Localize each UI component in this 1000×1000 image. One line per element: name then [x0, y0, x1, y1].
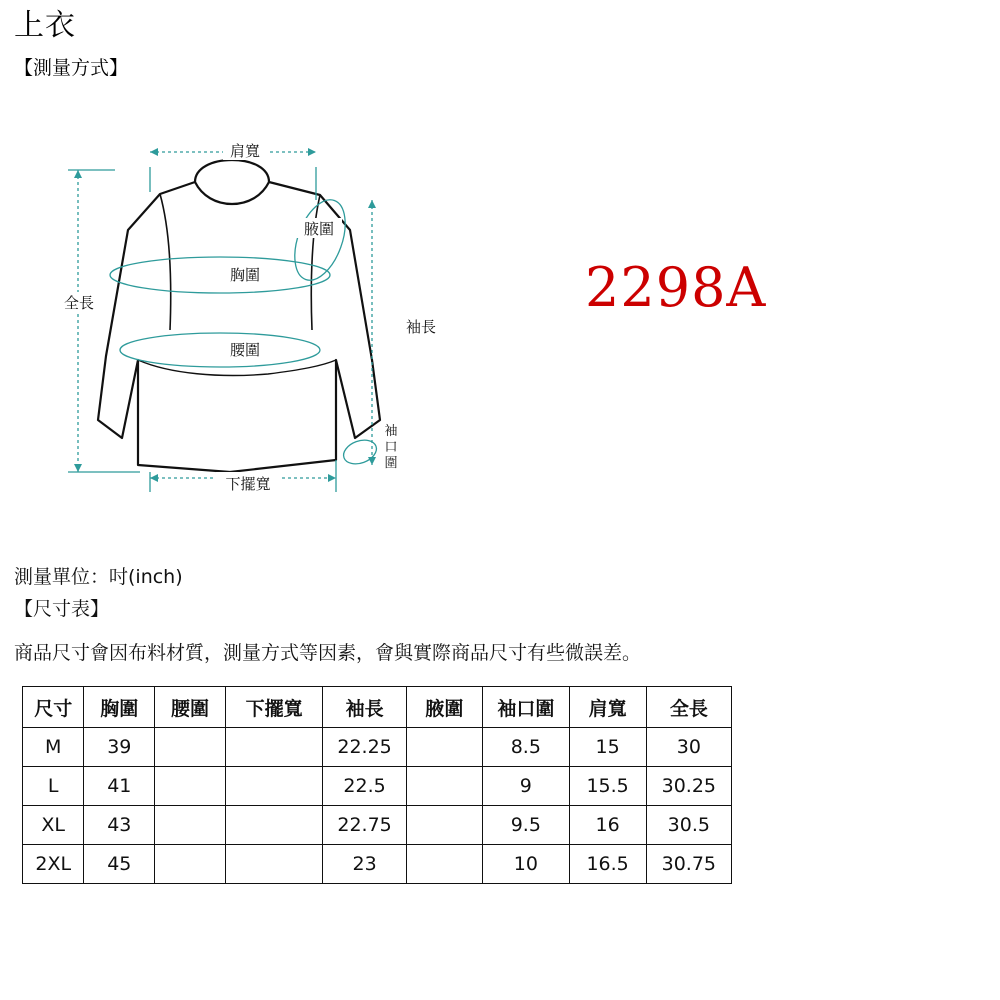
table-cell: 45: [84, 845, 155, 884]
table-header-row: [23, 687, 732, 728]
table-cell: [225, 728, 323, 767]
table-cell: 41: [84, 767, 155, 806]
table-cell: [225, 767, 323, 806]
label-cuff-char-1: 袖: [384, 424, 398, 439]
label-cuff-char-3: 圍: [384, 456, 398, 471]
measurement-note: 商品尺寸會因布料材質，測量方式等因素，會與實際商品尺寸有些微誤差。: [14, 642, 642, 664]
column-header: 袖口圍: [483, 687, 569, 728]
table-cell: [155, 806, 226, 845]
table-cell: [155, 845, 226, 884]
table-cell: XL: [23, 806, 84, 845]
table-cell: 15.5: [569, 767, 646, 806]
label-armhole: 腋圍: [303, 220, 335, 238]
table-cell: 30: [646, 728, 731, 767]
table-cell: M: [23, 728, 84, 767]
column-header: 腋圍: [406, 687, 482, 728]
table-cell: [155, 728, 226, 767]
measurement-method-heading: 【測量方式】: [14, 57, 129, 79]
garment-measurement-diagram: [20, 120, 490, 520]
table-cell: [225, 845, 323, 884]
table-cell: 22.5: [323, 767, 406, 806]
table-cell: 22.25: [323, 728, 406, 767]
table-cell: 9.5: [483, 806, 569, 845]
label-hem-width: 下擺寬: [225, 475, 271, 493]
table-cell: 30.5: [646, 806, 731, 845]
product-code: 2298A: [585, 256, 767, 319]
table-cell: [406, 806, 482, 845]
table-cell: 22.75: [323, 806, 406, 845]
column-header: 腰圍: [155, 687, 226, 728]
label-cuff-char-2: 口: [384, 440, 398, 455]
table-cell: 39: [84, 728, 155, 767]
table-cell: [225, 806, 323, 845]
table-row: [23, 767, 732, 806]
column-header: 袖長: [323, 687, 406, 728]
table-cell: 16.5: [569, 845, 646, 884]
label-waist: 腰圍: [229, 341, 261, 359]
table-cell: 30.75: [646, 845, 731, 884]
table-cell: 9: [483, 767, 569, 806]
size-chart-heading: 【尺寸表】: [14, 598, 110, 620]
column-header: 全長: [646, 687, 731, 728]
label-full-length: 全長: [63, 294, 95, 312]
table-cell: 15: [569, 728, 646, 767]
table-cell: 8.5: [483, 728, 569, 767]
table-cell: [155, 767, 226, 806]
table-row: [23, 845, 732, 884]
garment-outline: [98, 160, 380, 472]
measurement-unit: 測量單位：吋(inch): [14, 566, 183, 588]
table-cell: [406, 767, 482, 806]
column-header: 下擺寬: [225, 687, 323, 728]
table-cell: 16: [569, 806, 646, 845]
label-bust: 胸圍: [229, 266, 261, 284]
column-header: 胸圍: [84, 687, 155, 728]
table-cell: [406, 845, 482, 884]
table-cell: 10: [483, 845, 569, 884]
label-sleeve-length: 袖長: [405, 318, 437, 336]
label-shoulder: 肩寬: [229, 142, 261, 160]
table-cell: 30.25: [646, 767, 731, 806]
table-cell: [406, 728, 482, 767]
column-header: 肩寬: [569, 687, 646, 728]
page-title: 上衣: [14, 8, 76, 43]
table-cell: 43: [84, 806, 155, 845]
column-header: 尺寸: [23, 687, 84, 728]
table-cell: 2XL: [23, 845, 84, 884]
table-row: [23, 728, 732, 767]
table-cell: L: [23, 767, 84, 806]
size-table: [22, 686, 732, 884]
table-row: [23, 806, 732, 845]
table-cell: 23: [323, 845, 406, 884]
